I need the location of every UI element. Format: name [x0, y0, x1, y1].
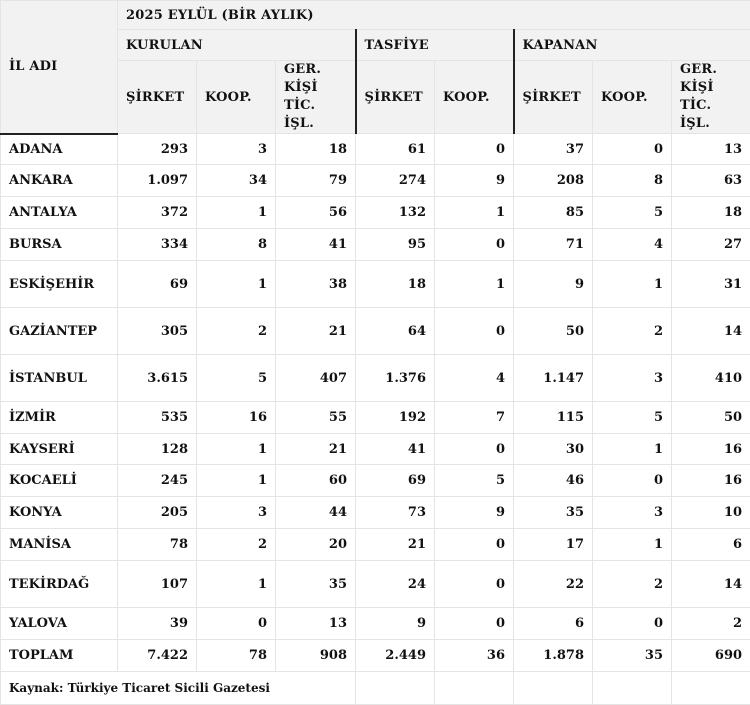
cell-kapanan-gercek-kisi: 18	[672, 197, 750, 229]
cell-kurulan-koop: 1	[197, 261, 276, 308]
group-kapanan: KAPANAN	[514, 30, 750, 61]
cell-kurulan-sirket: 535	[118, 402, 197, 434]
cell-kurulan-gercek-kisi: 41	[276, 229, 356, 261]
empty-cell	[514, 672, 593, 705]
subheader-kurulan-gercek-kisi: GER. KİŞİ TİC. İŞL.	[276, 61, 356, 134]
cell-tasfiye-koop: 0	[435, 561, 514, 608]
subheader-tasfiye-sirket: ŞİRKET	[356, 61, 435, 134]
cell-tasfiye-sirket: 9	[356, 608, 435, 640]
cell-kurulan-gercek-kisi: 21	[276, 308, 356, 355]
cell-kapanan-koop: 3	[593, 355, 672, 402]
cell-kurulan-gercek-kisi: 38	[276, 261, 356, 308]
table-row	[1, 355, 750, 402]
table-row	[1, 229, 750, 261]
cell-kapanan-sirket: 115	[514, 402, 593, 434]
cell-kurulan-gercek-kisi: 407	[276, 355, 356, 402]
cell-kapanan-gercek-kisi: 16	[672, 434, 750, 465]
cell-tasfiye-koop: 7	[435, 402, 514, 434]
cell-kurulan-koop: 78	[197, 640, 276, 672]
total-row	[1, 640, 750, 672]
table-row	[1, 497, 750, 529]
cell-kurulan-gercek-kisi: 44	[276, 497, 356, 529]
province-name: YALOVA	[1, 608, 118, 640]
province-name: KONYA	[1, 497, 118, 529]
cell-kapanan-sirket: 22	[514, 561, 593, 608]
cell-kurulan-sirket: 293	[118, 134, 197, 165]
cell-kurulan-gercek-kisi: 18	[276, 134, 356, 165]
cell-kapanan-gercek-kisi: 690	[672, 640, 750, 672]
cell-kapanan-gercek-kisi: 2	[672, 608, 750, 640]
cell-kurulan-gercek-kisi: 35	[276, 561, 356, 608]
cell-kurulan-sirket: 372	[118, 197, 197, 229]
cell-tasfiye-sirket: 2.449	[356, 640, 435, 672]
cell-tasfiye-koop: 0	[435, 229, 514, 261]
cell-tasfiye-sirket: 132	[356, 197, 435, 229]
cell-kapanan-koop: 1	[593, 261, 672, 308]
cell-kurulan-sirket: 1.097	[118, 165, 197, 197]
cell-kapanan-sirket: 46	[514, 465, 593, 497]
cell-kapanan-gercek-kisi: 31	[672, 261, 750, 308]
subheader-kurulan-sirket: ŞİRKET	[118, 61, 197, 134]
province-name: TOPLAM	[1, 640, 118, 672]
cell-kapanan-sirket: 208	[514, 165, 593, 197]
empty-cell	[593, 672, 672, 705]
cell-kurulan-sirket: 69	[118, 261, 197, 308]
empty-cell	[435, 672, 514, 705]
province-name: KAYSERİ	[1, 434, 118, 465]
cell-tasfiye-koop: 9	[435, 165, 514, 197]
cell-kurulan-gercek-kisi: 55	[276, 402, 356, 434]
table-row	[1, 529, 750, 561]
cell-kurulan-sirket: 39	[118, 608, 197, 640]
cell-kurulan-koop: 34	[197, 165, 276, 197]
cell-kapanan-sirket: 85	[514, 197, 593, 229]
cell-tasfiye-koop: 4	[435, 355, 514, 402]
province-header: İL ADI	[1, 1, 118, 134]
cell-tasfiye-sirket: 64	[356, 308, 435, 355]
cell-tasfiye-koop: 0	[435, 308, 514, 355]
province-name: GAZİANTEP	[1, 308, 118, 355]
cell-kurulan-gercek-kisi: 908	[276, 640, 356, 672]
cell-kurulan-koop: 8	[197, 229, 276, 261]
source-note: Kaynak: Türkiye Ticaret Sicili Gazetesi	[1, 672, 356, 705]
cell-tasfiye-sirket: 1.376	[356, 355, 435, 402]
province-name: İZMİR	[1, 402, 118, 434]
period-header: 2025 EYLÜL (BİR AYLIK)	[118, 1, 750, 30]
source-row	[1, 672, 750, 705]
cell-kurulan-gercek-kisi: 21	[276, 434, 356, 465]
cell-tasfiye-sirket: 69	[356, 465, 435, 497]
cell-kurulan-koop: 1	[197, 465, 276, 497]
province-name: TEKİRDAĞ	[1, 561, 118, 608]
cell-kapanan-sirket: 50	[514, 308, 593, 355]
province-name: İSTANBUL	[1, 355, 118, 402]
cell-kapanan-gercek-kisi: 13	[672, 134, 750, 165]
subheader-kurulan-koop: KOOP.	[197, 61, 276, 134]
cell-kapanan-gercek-kisi: 14	[672, 561, 750, 608]
cell-kurulan-koop: 1	[197, 434, 276, 465]
cell-kapanan-koop: 3	[593, 497, 672, 529]
cell-tasfiye-koop: 9	[435, 497, 514, 529]
table-row	[1, 608, 750, 640]
cell-kurulan-sirket: 107	[118, 561, 197, 608]
cell-tasfiye-sirket: 192	[356, 402, 435, 434]
cell-kapanan-koop: 4	[593, 229, 672, 261]
empty-cell	[356, 672, 435, 705]
cell-kurulan-sirket: 205	[118, 497, 197, 529]
cell-tasfiye-koop: 0	[435, 608, 514, 640]
cell-kurulan-sirket: 305	[118, 308, 197, 355]
cell-kapanan-gercek-kisi: 6	[672, 529, 750, 561]
cell-kapanan-koop: 1	[593, 529, 672, 561]
cell-tasfiye-sirket: 18	[356, 261, 435, 308]
province-name: MANİSA	[1, 529, 118, 561]
empty-cell	[672, 672, 750, 705]
subheader-kapanan-koop: KOOP.	[593, 61, 672, 134]
cell-kurulan-sirket: 78	[118, 529, 197, 561]
table-row	[1, 561, 750, 608]
cell-kapanan-koop: 0	[593, 134, 672, 165]
cell-tasfiye-sirket: 21	[356, 529, 435, 561]
province-name: ADANA	[1, 134, 118, 165]
cell-kurulan-sirket: 334	[118, 229, 197, 261]
cell-kurulan-sirket: 128	[118, 434, 197, 465]
cell-kapanan-koop: 2	[593, 308, 672, 355]
cell-kurulan-koop: 1	[197, 561, 276, 608]
province-name: ESKİŞEHİR	[1, 261, 118, 308]
cell-kurulan-koop: 0	[197, 608, 276, 640]
cell-kurulan-gercek-kisi: 56	[276, 197, 356, 229]
cell-tasfiye-koop: 0	[435, 529, 514, 561]
province-name: ANTALYA	[1, 197, 118, 229]
cell-kapanan-koop: 2	[593, 561, 672, 608]
province-name: KOCAELİ	[1, 465, 118, 497]
cell-kapanan-koop: 0	[593, 608, 672, 640]
cell-tasfiye-koop: 0	[435, 134, 514, 165]
cell-kurulan-gercek-kisi: 79	[276, 165, 356, 197]
cell-kapanan-sirket: 35	[514, 497, 593, 529]
cell-tasfiye-koop: 36	[435, 640, 514, 672]
cell-kapanan-koop: 1	[593, 434, 672, 465]
cell-kapanan-gercek-kisi: 63	[672, 165, 750, 197]
cell-kapanan-koop: 5	[593, 402, 672, 434]
cell-kurulan-koop: 3	[197, 497, 276, 529]
cell-tasfiye-koop: 5	[435, 465, 514, 497]
cell-tasfiye-koop: 1	[435, 261, 514, 308]
group-tasfiye: TASFİYE	[356, 30, 514, 61]
cell-kurulan-koop: 5	[197, 355, 276, 402]
cell-kurulan-koop: 16	[197, 402, 276, 434]
cell-kapanan-koop: 8	[593, 165, 672, 197]
cell-kapanan-koop: 0	[593, 465, 672, 497]
cell-kurulan-gercek-kisi: 13	[276, 608, 356, 640]
table-row	[1, 197, 750, 229]
group-kurulan: KURULAN	[118, 30, 356, 61]
cell-tasfiye-sirket: 61	[356, 134, 435, 165]
cell-kurulan-sirket: 3.615	[118, 355, 197, 402]
subheader-tasfiye-koop: KOOP.	[435, 61, 514, 134]
cell-kapanan-gercek-kisi: 10	[672, 497, 750, 529]
province-name: BURSA	[1, 229, 118, 261]
cell-kurulan-koop: 2	[197, 529, 276, 561]
cell-kurulan-gercek-kisi: 20	[276, 529, 356, 561]
cell-kapanan-gercek-kisi: 14	[672, 308, 750, 355]
cell-kurulan-koop: 2	[197, 308, 276, 355]
cell-kapanan-sirket: 1.147	[514, 355, 593, 402]
table-row	[1, 434, 750, 465]
cell-kapanan-sirket: 9	[514, 261, 593, 308]
cell-kurulan-sirket: 245	[118, 465, 197, 497]
table-row	[1, 465, 750, 497]
cell-kapanan-sirket: 17	[514, 529, 593, 561]
cell-kapanan-sirket: 71	[514, 229, 593, 261]
cell-kapanan-gercek-kisi: 27	[672, 229, 750, 261]
table-row	[1, 308, 750, 355]
table-row	[1, 261, 750, 308]
table-row	[1, 402, 750, 434]
table-row	[1, 134, 750, 165]
cell-kurulan-koop: 3	[197, 134, 276, 165]
province-name: ANKARA	[1, 165, 118, 197]
cell-kapanan-sirket: 37	[514, 134, 593, 165]
cell-kurulan-sirket: 7.422	[118, 640, 197, 672]
table-row	[1, 165, 750, 197]
cell-tasfiye-sirket: 73	[356, 497, 435, 529]
cell-kapanan-gercek-kisi: 50	[672, 402, 750, 434]
subheader-kapanan-sirket: ŞİRKET	[514, 61, 593, 134]
cell-kapanan-koop: 35	[593, 640, 672, 672]
cell-kapanan-sirket: 1.878	[514, 640, 593, 672]
cell-tasfiye-sirket: 274	[356, 165, 435, 197]
cell-tasfiye-koop: 0	[435, 434, 514, 465]
cell-tasfiye-koop: 1	[435, 197, 514, 229]
cell-kapanan-sirket: 6	[514, 608, 593, 640]
cell-kurulan-gercek-kisi: 60	[276, 465, 356, 497]
cell-tasfiye-sirket: 95	[356, 229, 435, 261]
cell-kapanan-koop: 5	[593, 197, 672, 229]
cell-kapanan-gercek-kisi: 16	[672, 465, 750, 497]
cell-tasfiye-sirket: 41	[356, 434, 435, 465]
cell-kapanan-gercek-kisi: 410	[672, 355, 750, 402]
cell-tasfiye-sirket: 24	[356, 561, 435, 608]
cell-kurulan-koop: 1	[197, 197, 276, 229]
subheader-kapanan-gercek-kisi: GER. KİŞİ TİC. İŞL.	[672, 61, 750, 134]
cell-kapanan-sirket: 30	[514, 434, 593, 465]
